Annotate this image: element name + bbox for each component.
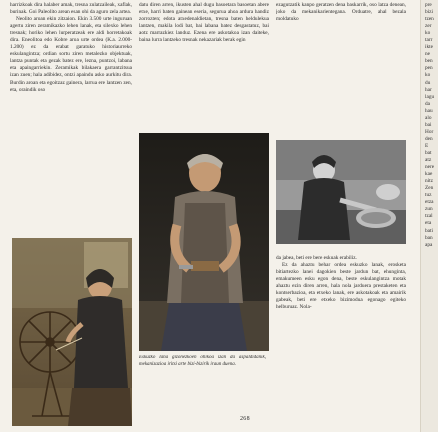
facing-page-text xyxy=(425,2,438,249)
edge-fragment: bati xyxy=(425,227,433,234)
edge-fragment: tzen xyxy=(425,16,434,23)
edge-fragment: eta xyxy=(425,220,432,227)
edge-fragment: du xyxy=(425,79,431,86)
facing-page-edge xyxy=(420,0,438,432)
edge-fragment: da xyxy=(425,100,430,107)
edge-fragment: etza xyxy=(425,199,434,206)
edge-fragment: ben xyxy=(425,58,433,65)
caption-middle: Eskuzko lana gizonezkoen ohikoa izan da aspaldidanik, mekanizazioa iritsi arte bizi-bizirik iraun duena. xyxy=(139,355,266,367)
edge-fragment: Hor xyxy=(425,128,434,135)
edge-fragment: tarr xyxy=(425,37,433,44)
edge-fragment: bizi xyxy=(425,9,433,16)
edge-fragment: atz xyxy=(425,157,432,164)
photo-craftsman xyxy=(139,133,269,351)
paragraph: Ez da ahaztu behar ordea eskuzko lanak, erosketa bitiartezko lanei dagokien beste jardun bat, ehunginta, emakumeen esku egon dena, beste eskulangintza motak ahaztu ezin diren arren, hala nola jarduera prestaketen eta kontserbazioa, eta etxeko lanak, ere askotakoak eta amairik gabeak, beti ere etxeko bizimodua egonago egiteko helburuaz. Nola- xyxy=(276,262,406,311)
paragraph: Neolito aroan ekin zitzaion. Ekin 3.500 urte inguruan agertu ziren zeramikazko lehen lanak, eta silexko lehen tresnak; horiko lehen lurperatzeak ere aldi horretakoak dira. Eneolitoa edo Kobre aroa urte ordea (K.a. 2.000-1.200) ez da erabat garatuko historiaurreko eskulangintza; ordian sortu ziren metalezko objektuak, lantza puntak eta gezak batez ere, lezna, puntzoi, labana eta apaingarriekin. Zeramikak bilakaera garrantzitsua izan zuen; hala adibidez, ontzi apaindu asko aurkitu dira. Burdin aroan eta egoitzaz gainera, larrua ere lantzen zen, eta, oraindik oso xyxy=(10,16,132,93)
paragraph: ezagutzatik kanpo geratzen dena baskarrik, oso latza denean, joko da mekanikarientegana. Orduatre, ahal bezala moldatuko xyxy=(276,2,406,23)
edge-fragment: nere xyxy=(425,164,435,171)
photo-spinning-wheel xyxy=(12,238,132,426)
photo-basket-weaver xyxy=(276,140,406,244)
edge-fragment: zer xyxy=(425,23,432,30)
edge-fragment: pen xyxy=(425,65,433,72)
text-column-right-top xyxy=(276,2,406,132)
edge-fragment: E xyxy=(425,142,429,149)
paragraph: datu diren arren, ikusten ahal dugu basoetara basoetan abere etxe, harri baten gainean eseria, segurua ahoa ardura handiz zorrozten; edota atxedenaldietan, tresna baten heldulekua lantzen, makila lodi bat, bai labana batez desgastatuz, bai aotz marrazkiez landuz. Ezena ere askotakoa izan daiteke, baina lurra lantzeko tresnak nekazariak berak egin xyxy=(139,2,269,44)
edge-fragment: apa xyxy=(425,241,433,248)
text-column-middle xyxy=(139,2,269,130)
paragraph: harrizkoak dira halaber amak, tresna zulatzaileak, xaflak, burinak. Goi Paleolito arean esan ohi da aguro zela artea. xyxy=(10,2,132,16)
edge-fragment: zun xyxy=(425,206,433,213)
edge-fragment: ne xyxy=(425,51,430,58)
edge-fragment: lagu xyxy=(425,93,435,100)
edge-fragment: ban xyxy=(425,234,433,241)
page-number: 268 xyxy=(240,416,250,422)
edge-fragment: tuz xyxy=(425,192,432,199)
edge-fragment: tzal xyxy=(425,213,433,220)
edge-fragment: kae xyxy=(425,171,433,178)
edge-fragment: pre xyxy=(425,2,432,8)
text-column-right-bottom xyxy=(276,255,406,427)
text-column-left xyxy=(10,2,132,236)
paragraph: da jabea, beti ere bere eskuak erabiliz. xyxy=(276,255,357,261)
edge-fragment: den xyxy=(425,135,433,142)
edge-fragment: hau xyxy=(425,107,433,114)
edge-fragment: alo xyxy=(425,114,432,121)
edge-fragment: ko xyxy=(425,72,431,79)
edge-fragment: ikte xyxy=(425,44,433,51)
edge-fragment: ko xyxy=(425,30,431,37)
edge-fragment: bat xyxy=(425,149,432,156)
edge-fragment: Zen xyxy=(425,185,434,192)
edge-fragment: bai xyxy=(425,121,432,128)
edge-fragment: nitz xyxy=(425,178,433,185)
edge-fragment: har xyxy=(425,86,432,93)
